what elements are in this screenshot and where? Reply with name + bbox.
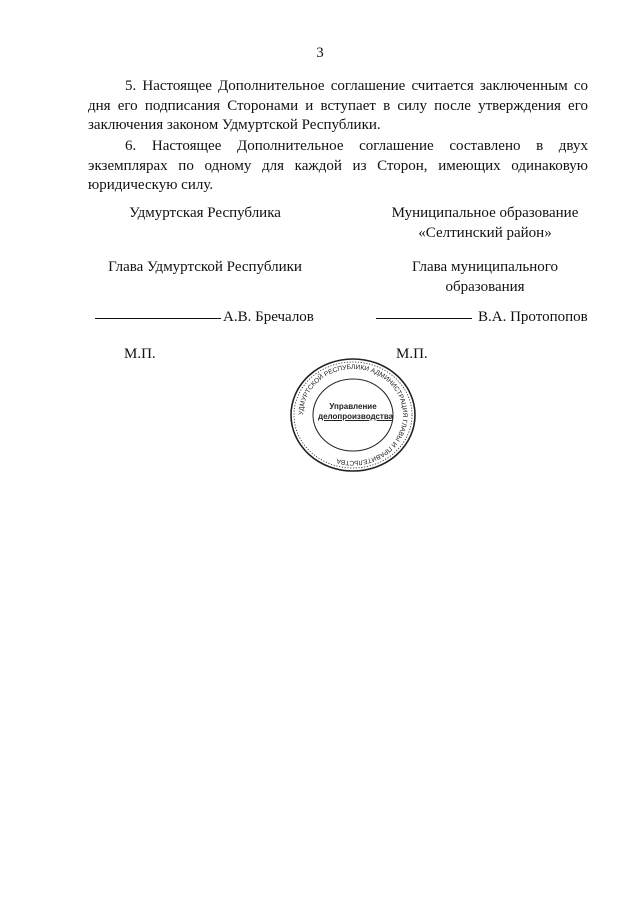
right-party-name-line2: «Селтинский район» [418, 224, 552, 241]
clause-6: 6. Настоящее Дополнительное соглашение составлено в двух экземплярах по одному для каждой из Сторон, имеющих одинаковую юридическую силу. [88, 138, 588, 193]
right-seal-mark: М.П. [396, 346, 428, 362]
left-signature-underline [95, 317, 221, 319]
left-party-position: Глава Удмуртской Республики [108, 259, 302, 275]
right-party-position-line2: образования [445, 278, 525, 295]
left-seal-mark: М.П. [124, 346, 156, 362]
left-signatory: А.В. Бречалов [223, 309, 314, 325]
left-party-name: Удмуртская Республика [129, 205, 281, 221]
right-signature-underline [376, 317, 472, 319]
right-party-position [360, 258, 610, 297]
right-party-name-line1: Муниципальное образование [391, 205, 579, 221]
stamp-center-line2: делопроизводства [318, 412, 394, 421]
left-signature-line [95, 309, 314, 326]
right-signature-line [376, 309, 588, 326]
right-signatory: В.А. Протопопов [478, 309, 588, 325]
page-number: 3 [316, 45, 324, 61]
right-party-name [360, 204, 610, 243]
stamp-center-line1: Управление [329, 402, 377, 411]
official-stamp [285, 355, 421, 475]
stamp-ring-text: УДМУРТСКОЙ РЕСПУБЛИКИ АДМИНИСТРАЦИЯ ГЛАВЫ И ПРАВИТЕЛЬСТВА [297, 363, 409, 467]
right-party-position-line1: Глава муниципального [411, 259, 559, 275]
clause-5: 5. Настоящее Дополнительное соглашение считается заключенным со дня его подписания Сторонами и вступает в силу после утверждения его заключения законом Удмуртской Республики. [88, 78, 588, 133]
